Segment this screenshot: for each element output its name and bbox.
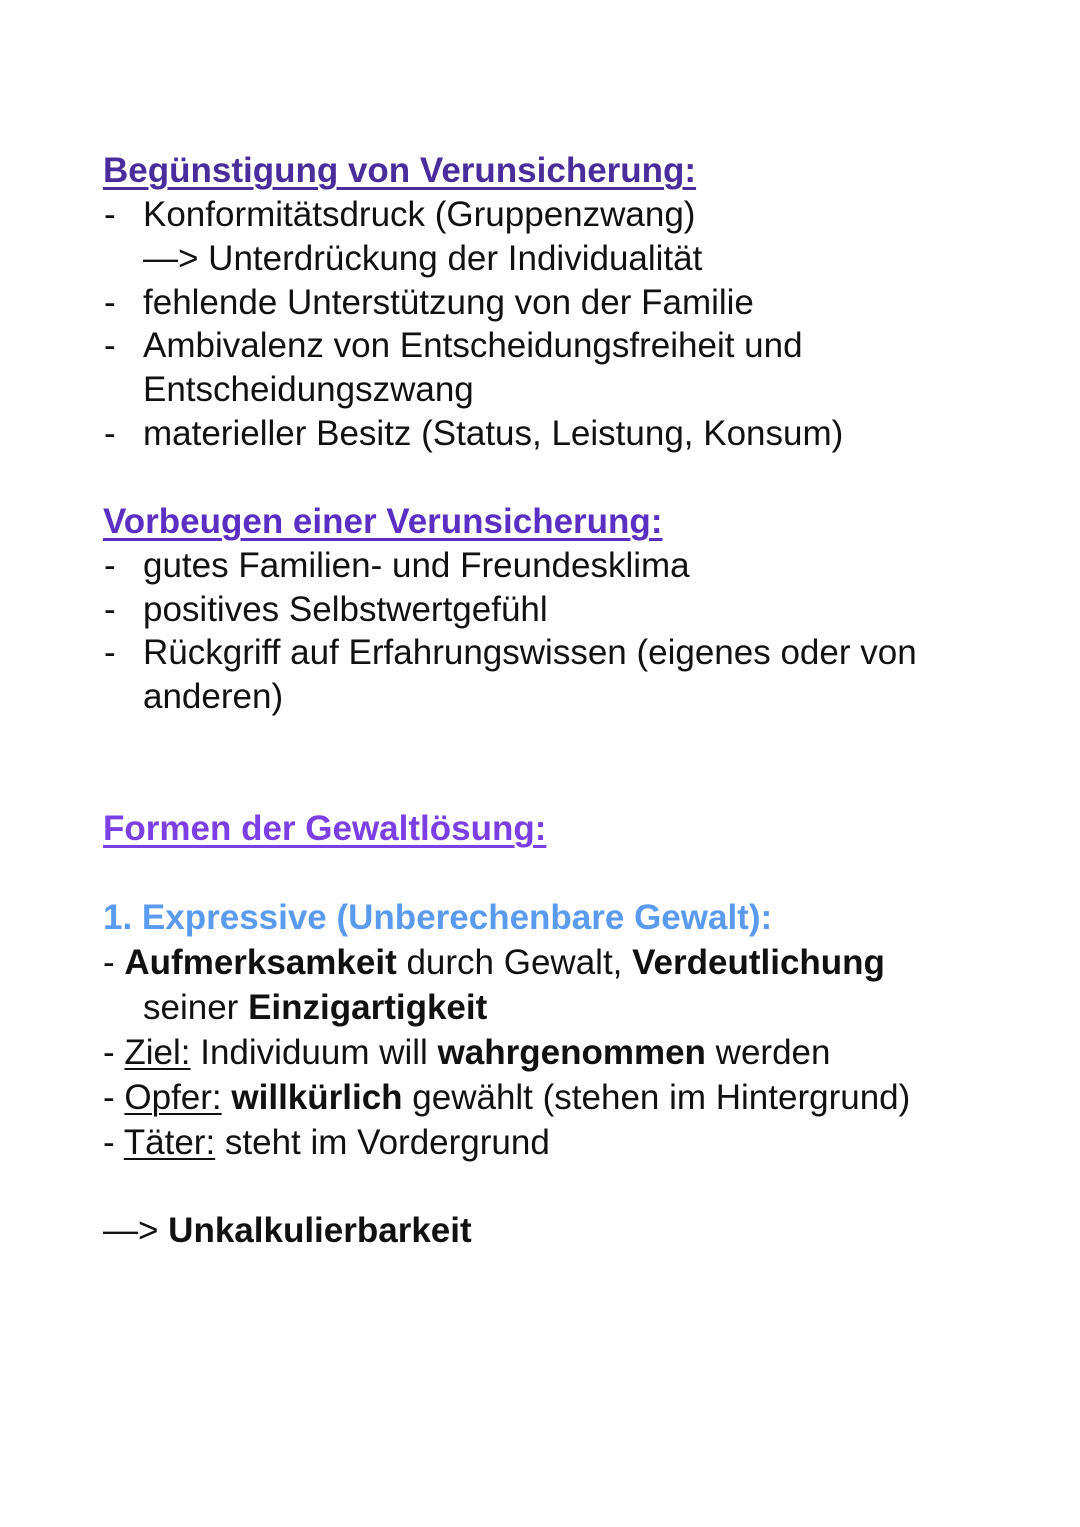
- list-item: Ambivalenz von Entscheidungsfreiheit und: [143, 326, 803, 365]
- inline-dash: -: [103, 1123, 124, 1162]
- conclusion-line: [103, 1209, 472, 1253]
- heading-formen: Formen der Gewaltlösung:: [103, 809, 547, 848]
- bullet-dash: -: [104, 283, 116, 322]
- heading-vorbeugen: Vorbeugen einer Verunsicherung:: [103, 502, 663, 541]
- bullet-dash: -: [104, 414, 116, 453]
- bold-term: Verdeutlichung: [632, 943, 885, 982]
- bullet-dash: -: [104, 590, 116, 629]
- list-item: Rückgriff auf Erfahrungswissen (eigenes oder von: [143, 633, 917, 672]
- list-item: gutes Familien- und Freundesklima: [143, 546, 690, 585]
- detail-line: [103, 1031, 830, 1075]
- bold-term: Aufmerksamkeit: [124, 943, 397, 982]
- bold-term: wahrgenommen: [437, 1033, 706, 1072]
- text-span: werden: [705, 1033, 831, 1072]
- list-item-cont: Entscheidungszwang: [143, 370, 474, 409]
- inline-dash: -: [103, 1033, 125, 1072]
- list-item: fehlende Unterstützung von der Familie: [143, 283, 754, 322]
- text-span: steht im Vordergrund: [215, 1123, 550, 1162]
- detail-line-cont: [143, 986, 487, 1030]
- list-item: positives Selbstwertgefühl: [143, 590, 548, 629]
- arrow: —>: [103, 1211, 169, 1250]
- text-span: Individuum will: [190, 1033, 438, 1072]
- underlined-label: Opfer:: [124, 1078, 222, 1117]
- bullet-dash: -: [104, 633, 116, 672]
- list-item: materieller Besitz (Status, Leistung, Konsum): [143, 414, 844, 453]
- subheading-expressive: 1. Expressive (Unberechenbare Gewalt):: [103, 898, 773, 937]
- underlined-label: Ziel:: [124, 1033, 191, 1072]
- bold-term: Unkalkulierbarkeit: [168, 1211, 472, 1250]
- detail-line: [103, 1121, 550, 1165]
- text-span: gewählt (stehen im Hintergrund): [402, 1078, 911, 1117]
- list-item: Konformitätsdruck (Gruppenzwang): [143, 195, 696, 234]
- list-item-sub: —> Unterdrückung der Individualität: [143, 239, 703, 278]
- underlined-label: Täter:: [123, 1123, 216, 1162]
- detail-line: [103, 1076, 910, 1120]
- text-span: seiner: [143, 988, 249, 1027]
- heading-beguenstigung: Begünstigung von Verunsicherung:: [103, 151, 697, 190]
- text-span: durch Gewalt,: [396, 943, 633, 982]
- bold-term: Einzigartigkeit: [248, 988, 488, 1027]
- bold-term: willkürlich: [231, 1078, 403, 1117]
- inline-dash: -: [103, 1078, 125, 1117]
- list-item-cont: anderen): [143, 677, 284, 716]
- inline-dash: -: [103, 943, 125, 982]
- bullet-dash: -: [104, 195, 116, 234]
- bullet-dash: -: [104, 546, 116, 585]
- detail-line: [103, 941, 885, 985]
- text-span: [222, 1078, 232, 1117]
- bullet-dash: -: [104, 326, 116, 365]
